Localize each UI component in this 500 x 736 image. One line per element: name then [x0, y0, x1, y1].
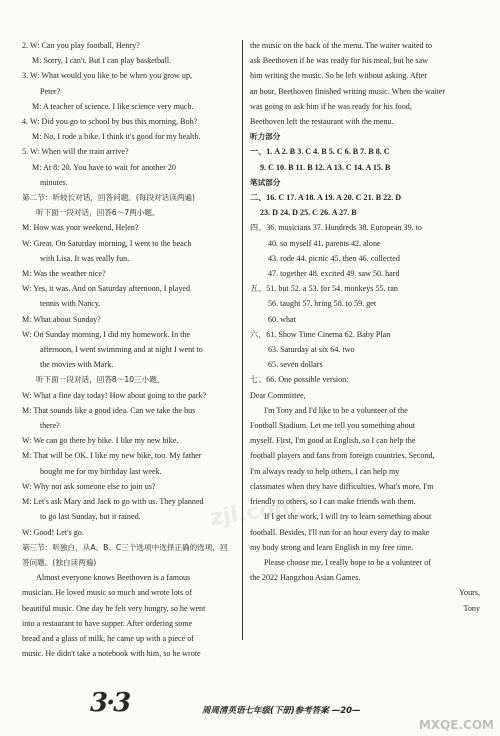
text-line: music. He didn't take a notebook with him, so he wrote — [22, 649, 201, 659]
text-line: football players and fans from foreign countries. Second, — [250, 451, 435, 461]
text-line: into a restaurant to have supper. After ordering some — [22, 618, 193, 628]
text-line: 笔试部分 — [250, 177, 281, 187]
footer-logo: 3·3 — [90, 688, 130, 718]
text-line: M: Sorry, I can't. But I can play basketball. — [32, 56, 172, 66]
text-line: Beethoven left the restaurant with the menu. — [250, 117, 394, 127]
text-line: beautiful music. One day he felt very hungry, so he went — [22, 603, 206, 613]
text-line: M: What about Sunday? — [22, 314, 101, 324]
text-line: Yours, — [459, 588, 480, 598]
text-line: with Lisa. It was really fun. — [40, 253, 130, 263]
text-line: classmates when they have difficulties. What's more, I'm — [250, 481, 434, 491]
text-line: afternoon, I went swimming and at night I went to — [40, 345, 203, 355]
text-line: W: Good! Let's go. — [22, 527, 84, 537]
text-line: ask Beethoven if he was ready for his meal, but he saw — [250, 56, 429, 66]
text-line: 56. taught 57. bring 58. to 59. get — [268, 299, 377, 309]
text-line: 七、66. One possible version: — [250, 375, 349, 385]
text-line: Peter? — [40, 86, 61, 96]
text-line: W: On Sunday morning, I did my homework. In the — [22, 329, 191, 339]
text-line: Football Stadium. Let me tell you something about — [250, 421, 416, 431]
text-line: 听下面一段对话，回答8～10三小题。 — [36, 375, 165, 385]
text-line: Tony — [463, 603, 480, 613]
text-line: W: Great. On Saturday morning, I went to the beach — [22, 238, 192, 248]
text-line: If I get the work, I will try to learn something about — [264, 512, 432, 522]
footer-label: 周周清英语七年级(下册)参考答案 —20— — [202, 706, 361, 716]
text-line: W: We can go there by bike. I like my new bike. — [22, 436, 179, 446]
text-line: football. Besides, I'll run for an hour every day to make — [250, 527, 430, 537]
text-line: to go last Sunday, but it rained. — [40, 512, 141, 522]
text-line: 60. what — [268, 314, 296, 324]
text-line: 听力部分 — [250, 132, 281, 142]
text-line: the 2022 Hangzhou Asian Games. — [250, 573, 361, 583]
text-line: W: What a fine day today! How about going to the park? — [22, 390, 207, 400]
text-line: 4. W: Did you go to school by bus this morning, Bob? — [22, 117, 198, 127]
text-line: 63. Saturday at six 64. two — [268, 345, 355, 355]
center-watermark: zjl.com — [208, 494, 299, 531]
text-line: Almost everyone knows Beethoven is a famous — [36, 573, 191, 583]
text-line: an hour, Beethoven finished writing music. When the waiter — [250, 86, 446, 96]
text-line: 23. D 24. D 25. C 26. A 27. B — [260, 208, 357, 218]
text-line: 43. rode 44. picnic 45. then 46. collected — [268, 253, 400, 263]
text-line: 第二节：听较长对话，回答问题。(每段对话读两遍) — [22, 193, 195, 203]
corner-watermark: MXQE.COM — [418, 718, 494, 732]
text-line: I'm Tony and I'd like to be a volunteer of the — [264, 405, 408, 415]
text-line: Please choose me, I really hope to be a volunteer of — [264, 557, 431, 567]
text-line: I'm always ready to help others, I can help my — [250, 466, 400, 476]
text-line: bread and a glass of milk, he came up with a piece of — [22, 633, 194, 643]
text-line: the movies with Mark. — [40, 360, 114, 370]
text-line: my body strong and learn English in my free time. — [250, 542, 414, 552]
text-line: 四、36. musicians 37. Hundreds 38. European 39. to — [250, 223, 422, 233]
text-line: 一、1. A 2. B 3. C 4. B 5. C 6. B 7. B 8. C — [250, 147, 390, 157]
text-line: 3. W: What would you like to be when you grow up, — [22, 71, 193, 81]
text-line: 五、51. but 52. a 53. for 54. monkeys 55. ran — [250, 284, 398, 294]
text-line: was going to ask him if he was ready for his food, — [250, 101, 412, 111]
text-line: W: Why not ask someone else to join us? — [22, 481, 156, 491]
text-line: myself. First, I'm good at English, so I can help the — [250, 436, 416, 446]
text-line: M: At 8: 20. You have to wait for another 20 — [32, 162, 176, 172]
text-line: 9. C 10. B 11. B 12. A 13. C 14. A 15. B — [260, 162, 391, 172]
text-line: tennis with Nancy. — [40, 299, 101, 309]
left-column — [22, 38, 237, 661]
text-line: 答问题。(独白读两遍) — [22, 557, 97, 567]
text-line: friendly to others, so I can make friends with them. — [250, 497, 416, 507]
text-line: Dear Committee, — [250, 390, 306, 400]
right-column — [250, 38, 480, 616]
text-line: minutes. — [40, 177, 68, 187]
text-line: 40. so myself 41. parents 42. alone — [268, 238, 381, 248]
text-line: M: That will be OK. I like my new bike, too. My father — [22, 451, 202, 461]
text-line: M: That sounds like a good idea. Can we take the bus — [22, 405, 196, 415]
page-footer — [90, 688, 410, 718]
text-line: 5. W: When will the train arrive? — [22, 147, 129, 157]
text-line: there? — [40, 421, 60, 431]
text-line: M: How was your weekend, Helen? — [22, 223, 139, 233]
text-line: bought me for my birthday last week. — [40, 466, 162, 476]
text-line: W: Yes, it was. And on Saturday afternoon, I played — [22, 284, 191, 294]
text-line: 47. together 48. excited 49. saw 50. hard — [268, 269, 400, 279]
text-line: 第三节：听独白，从A、B、C三个选项中选择正确的选项，回 — [22, 542, 228, 552]
text-line: musician. He loved music so much and wrote lots of — [22, 588, 192, 598]
text-line: the music on the back of the menu. The waiter waited to — [250, 41, 432, 50]
text-line: M: No, I rode a bike. I think it's good for my health. — [32, 132, 201, 142]
column-divider — [242, 40, 243, 640]
text-line: M: Let's ask Mary and Jack to go with us. They planned — [22, 497, 204, 507]
text-line: 二、16. C 17. A 18. A 19. A 20. C 21. B 22. D — [250, 193, 402, 203]
text-line: him writing the music. So he left without asking. After — [250, 71, 427, 81]
text-line: 听下面一段对话，回答6～7两小题。 — [36, 208, 160, 218]
text-line: M: A teacher of science. I like science very much. — [32, 101, 194, 111]
text-line: 六、61. Show Time Cinema 62. Baby Plan — [250, 329, 391, 339]
text-line: 65. seven dollars — [268, 360, 323, 370]
text-line: M: Was the weather nice? — [22, 269, 106, 279]
text-line: 2. W: Can you play football, Henry? — [22, 41, 140, 50]
